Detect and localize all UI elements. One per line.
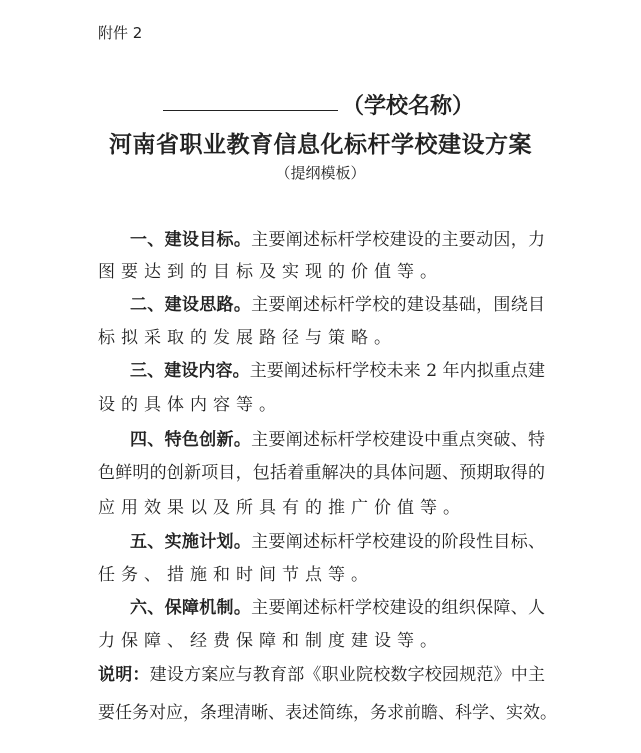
item-heading: 四、特色创新。: [130, 430, 252, 450]
item-1-first-line: [130, 230, 545, 250]
note-text: 建设方案应与教育部《职业院校数字校园规范》中主: [149, 665, 546, 685]
school-name-blank: [163, 110, 338, 111]
item-text-line: 力保障、经费保障和制度建设等。: [98, 631, 443, 651]
note-heading: 说明：: [98, 665, 150, 685]
item-text-line: 应用效果以及所具有的推广价值等。: [98, 498, 466, 518]
item-4-first-line: [130, 430, 545, 450]
note-text-line: 要任务对应，条理清晰、表述简练，务求前瞻、科学、实效。: [98, 703, 557, 723]
school-name-label: （学校名称）: [342, 93, 475, 119]
item-text-line: 任务、措施和时间节点等。: [98, 565, 374, 585]
item-text: 主要阐述标杆学校未来 2 年内拟重点建: [249, 361, 546, 381]
item-text-line: 图要达到的目标及实现的价值等。: [98, 262, 443, 282]
item-text-line: 色鲜明的创新项目，包括着重解决的具体问题、预期取得的: [98, 463, 545, 483]
item-3-first-line: [130, 361, 545, 381]
document-title: 河南省职业教育信息化标杆学校建设方案: [109, 131, 532, 158]
item-5-first-line: [130, 532, 545, 552]
item-heading: 三、建设内容。: [130, 361, 250, 381]
item-heading: 六、保障机制。: [130, 598, 252, 618]
item-text: 主要阐述标杆学校建设的阶段性目标、: [251, 532, 546, 552]
item-6-first-line: [130, 598, 545, 618]
item-text: 主要阐述标杆学校建设的组织保障、人: [251, 598, 546, 618]
item-text-line: 标拟采取的发展路径与策略。: [98, 328, 397, 348]
item-text-line: 设的具体内容等。: [98, 395, 282, 415]
item-text: 主要阐述标杆学校的建设基础，围绕目: [251, 295, 546, 315]
attachment-label: 附件 2: [98, 24, 143, 42]
item-heading: 二、建设思路。: [130, 295, 252, 315]
item-text: 主要阐述标杆学校建设中重点突破、特: [251, 430, 546, 450]
item-2-first-line: [130, 295, 545, 315]
item-heading: 五、实施计划。: [130, 532, 252, 552]
item-heading: 一、建设目标。: [130, 230, 252, 250]
item-text: 主要阐述标杆学校建设的主要动因，力: [251, 230, 546, 250]
note-first-line: [98, 665, 545, 685]
document-subtitle: （提纲模板）: [275, 164, 366, 182]
